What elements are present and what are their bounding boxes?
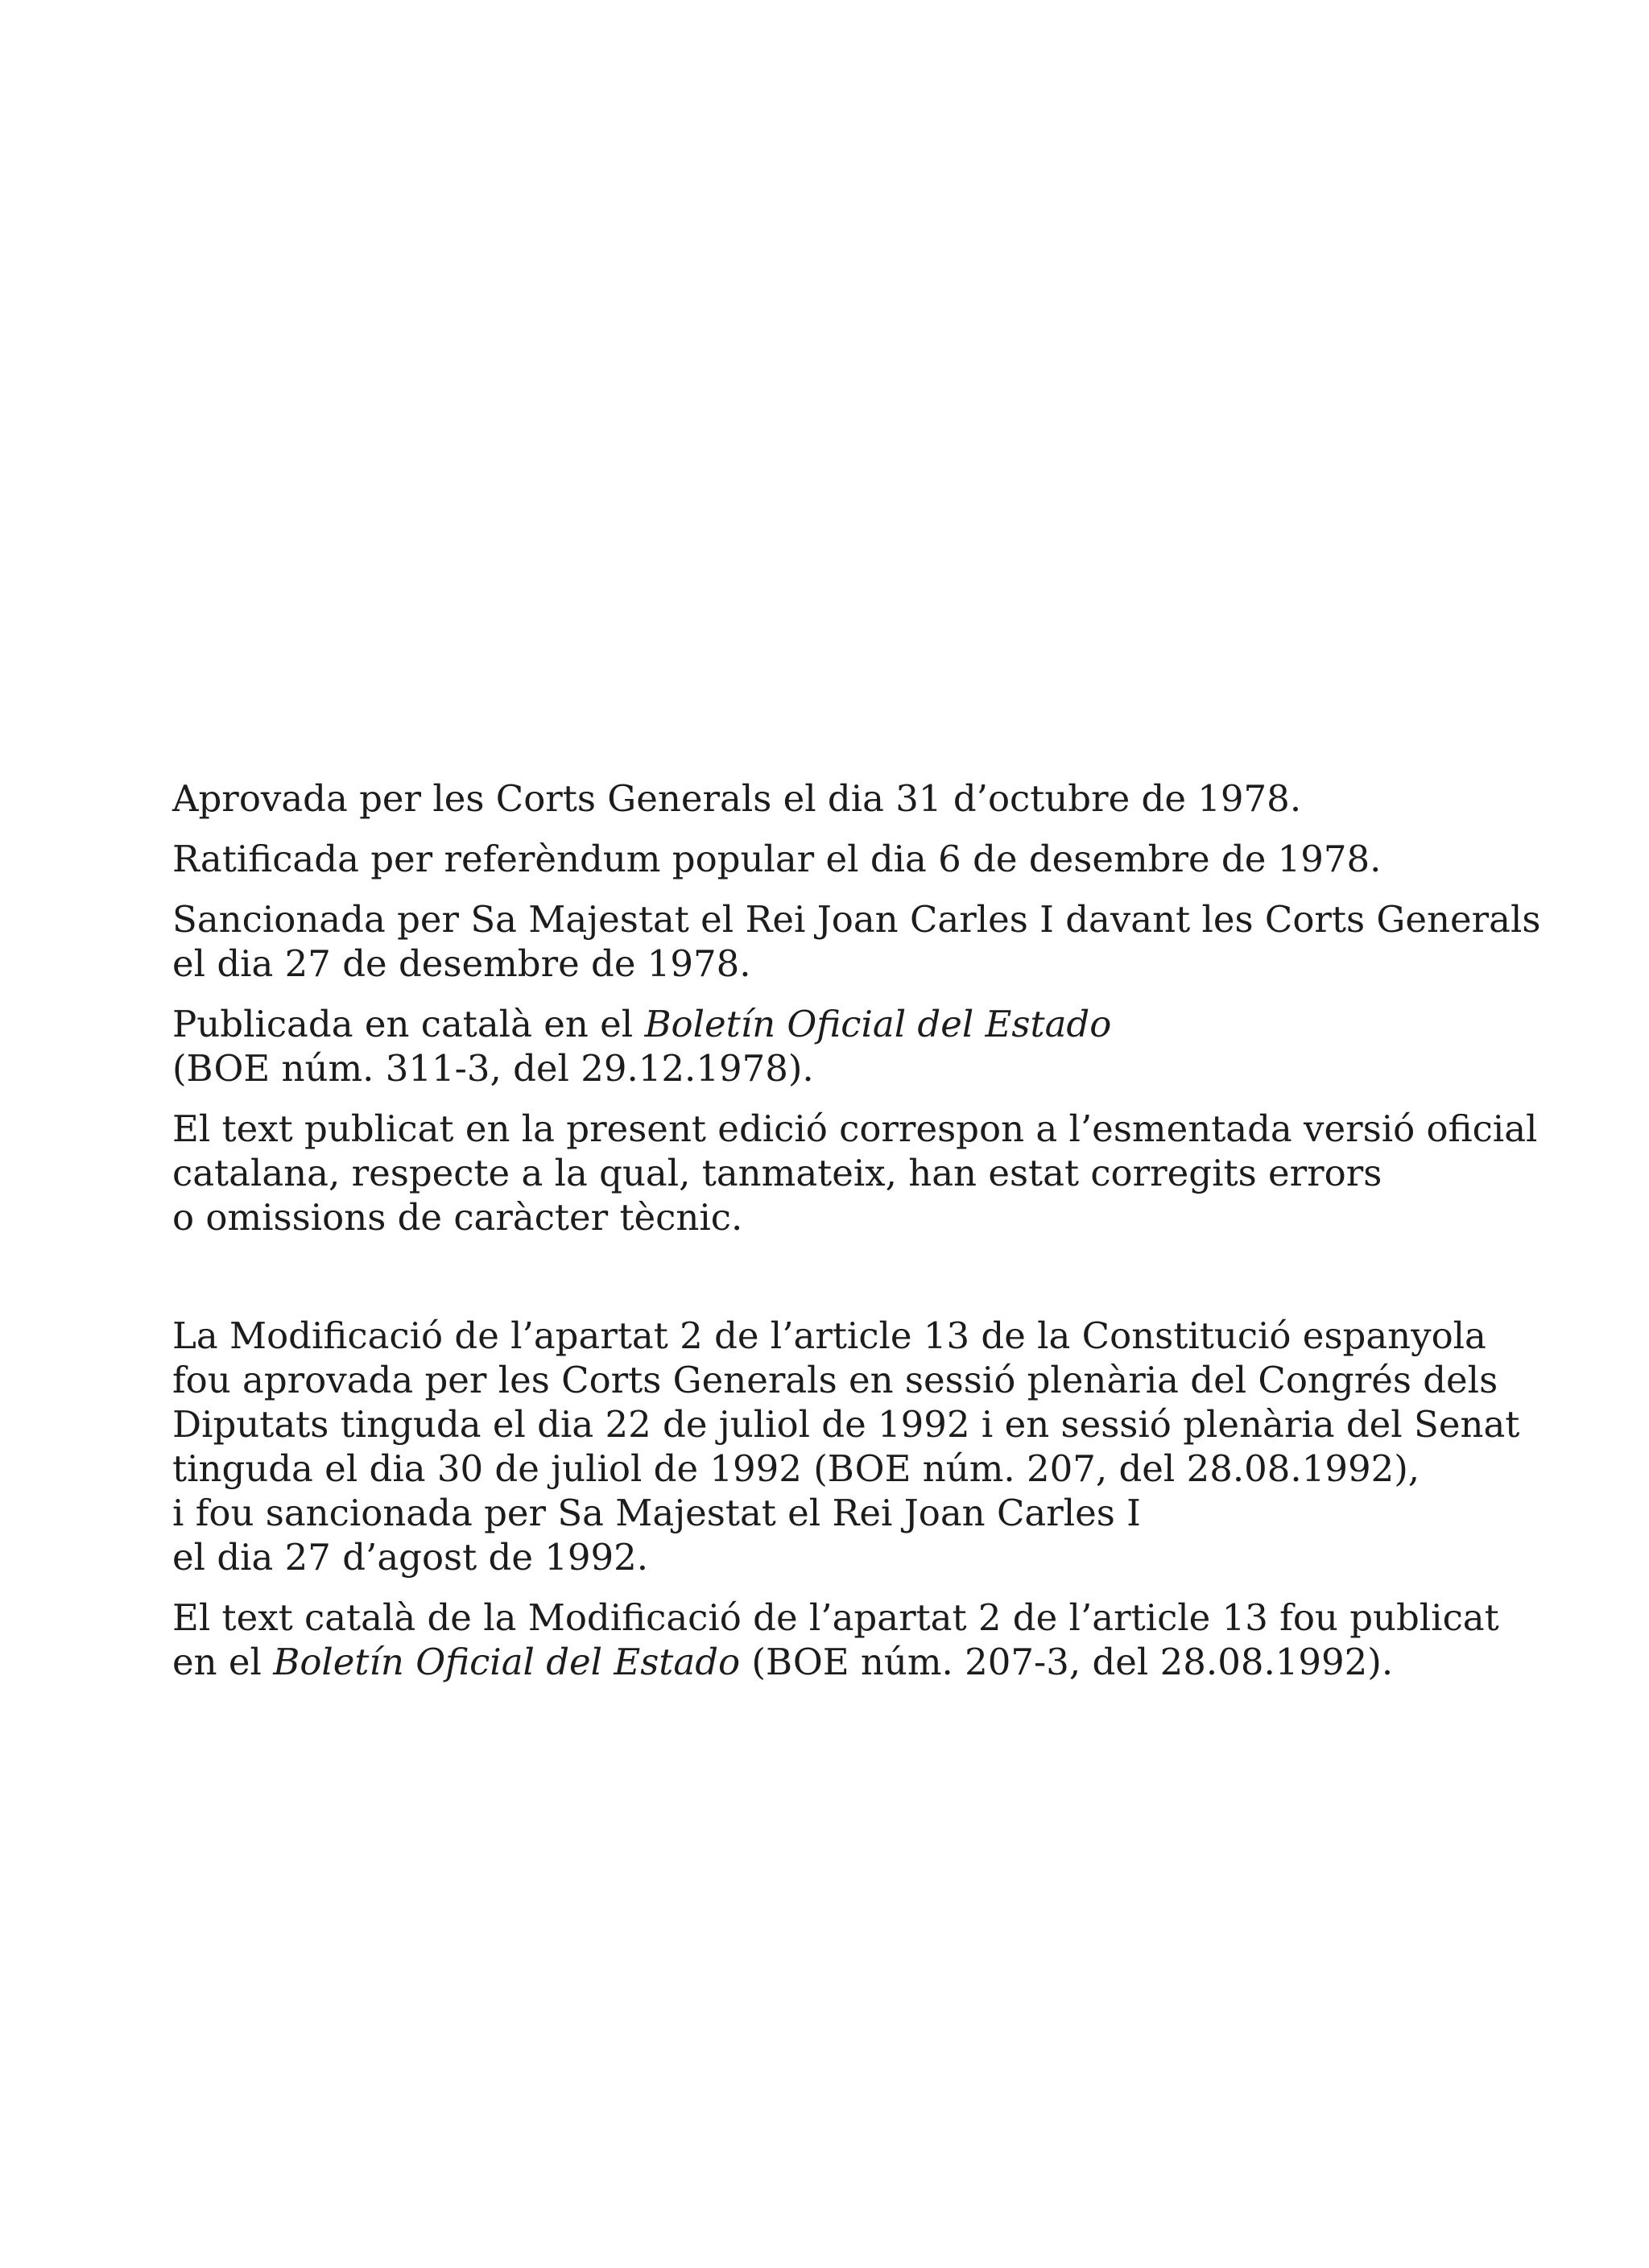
section-spacer: [172, 1256, 1493, 1314]
note-line: Aprovada per les Corts Generals el dia 31 d’octubre de 1978.: [172, 777, 1302, 820]
note-line: Publicada en català en el Boletín Oficial del Estado: [172, 1003, 1112, 1045]
note-ratification: [172, 837, 1493, 881]
journal-title: Boletín Oficial del Estado: [644, 1003, 1112, 1045]
note-line: fou aprovada per les Corts Generals en sessió plenària del Congrés dels: [172, 1359, 1498, 1401]
note-line: o omissions de caràcter tècnic.: [172, 1196, 743, 1239]
note-line: catalana, respecte a la qual, tanmateix, han estat corregits errors: [172, 1152, 1382, 1194]
note-line: tinguda el dia 30 de juliol de 1992 (BOE núm. 207, del 28.08.1992),: [172, 1447, 1420, 1490]
note-amendment: [172, 1314, 1520, 1579]
note-line: El text publicat en la present edició correspon a l’esmentada versió oficial: [172, 1107, 1538, 1150]
note-line: Diputats tinguda el dia 22 de juliol de 1992 i en sessió plenària del Senat: [172, 1403, 1520, 1446]
note-line: Sancionada per Sa Majestat el Rei Joan Carles I davant les Corts Generals: [172, 898, 1541, 941]
note-line: Ratificada per referèndum popular el dia 6 de desembre de 1978.: [172, 838, 1382, 880]
note-line: el dia 27 d’agost de 1992.: [172, 1536, 649, 1579]
journal-title: Boletín Oficial del Estado: [273, 1641, 741, 1683]
note-line: La Modificació de l’apartat 2 de l’article 13 de la Constitució espanyola: [172, 1314, 1486, 1357]
publication-notes: [172, 776, 1541, 1700]
note-sanction: [172, 897, 1541, 986]
note-official-version: [172, 1107, 1538, 1240]
note-line: El text català de la Modificació de l’apartat 2 de l’article 13 fou publicat: [172, 1596, 1499, 1639]
note-approval: [172, 776, 1493, 821]
note-line: el dia 27 de desembre de 1978.: [172, 942, 751, 985]
note-line: i fou sancionada per Sa Majestat el Rei Joan Carles I: [172, 1492, 1141, 1534]
note-line: en el Boletín Oficial del Estado (BOE núm. 207-3, del 28.08.1992).: [172, 1641, 1394, 1683]
note-publication: [172, 1002, 1493, 1091]
note-amendment-publication: [172, 1595, 1499, 1684]
note-line: (BOE núm. 311-3, del 29.12.1978).: [172, 1047, 814, 1090]
